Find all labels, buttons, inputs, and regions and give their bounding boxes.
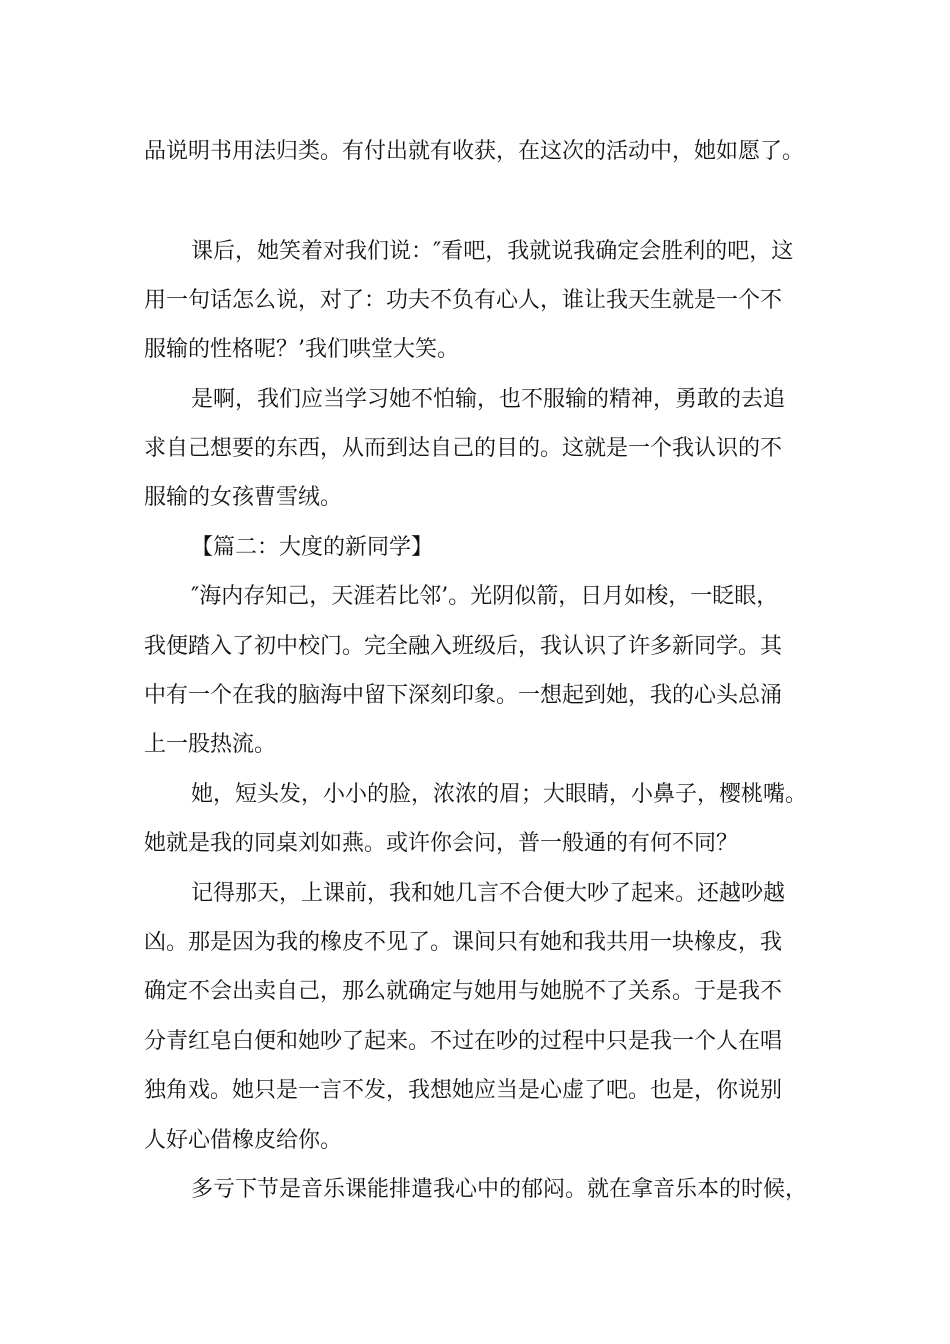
text-line: 上一股热流。 <box>144 732 277 757</box>
text-line: 确定不会出卖自己，那么就确定与她用与她脱不了关系。于是我不 <box>144 979 783 1004</box>
text-line: 凶。那是因为我的橡皮不见了。课间只有她和我共用一块橡皮，我 <box>144 930 783 955</box>
text-line: 课后，她笑着对我们说：″看吧，我就说我确定会胜利的吧，这 <box>191 239 794 264</box>
text-line: 我便踏入了初中校门。完全融入班级后，我认识了许多新同学。其 <box>144 634 783 659</box>
text-line: 用一句话怎么说，对了：功夫不负有心人，谁让我天生就是一个不 <box>144 288 783 313</box>
text-line: 独角戏。她只是一言不发，我想她应当是心虚了吧。也是，你说别 <box>144 1078 783 1103</box>
text-line: ″海内存知己，天涯若比邻’。光阴似箭，日月如梭，一眨眼， <box>191 584 779 609</box>
text-line: 求自己想要的东西，从而到达自己的目的。这就是一个我认识的不 <box>144 436 783 461</box>
text-line: 中有一个在我的脑海中留下深刻印象。一想起到她，我的心头总涌 <box>144 683 783 708</box>
text-line: 是啊，我们应当学习她不怕输，也不服输的精神，勇敢的去追 <box>191 387 786 412</box>
text-line: 记得那天，上课前，我和她几言不合便大吵了起来。还越吵越 <box>191 881 786 906</box>
text-line: 品说明书用法归类。有付出就有收获，在这次的活动中，她如愿了。 <box>144 139 805 164</box>
text-line: 服输的性格呢？’我们哄堂大笑。 <box>144 337 459 362</box>
text-line: 她就是我的同桌刘如燕。或许你会问，普一般通的有何不同？ <box>144 831 739 856</box>
text-line: 人好心借橡皮给你。 <box>144 1128 343 1153</box>
text-line: 多亏下节是音乐课能排遣我心中的郁闷。就在拿音乐本的时候， <box>191 1177 808 1202</box>
section-heading: 【篇二：大度的新同学】 <box>191 535 434 560</box>
text-line: 分青红皂白便和她吵了起来。不过在吵的过程中只是我一个人在唱 <box>144 1029 783 1054</box>
text-line: 服输的女孩曹雪绒。 <box>144 485 343 510</box>
text-line: 她，短头发，小小的脸，浓浓的眉；大眼睛，小鼻子，樱桃嘴。 <box>191 782 808 807</box>
